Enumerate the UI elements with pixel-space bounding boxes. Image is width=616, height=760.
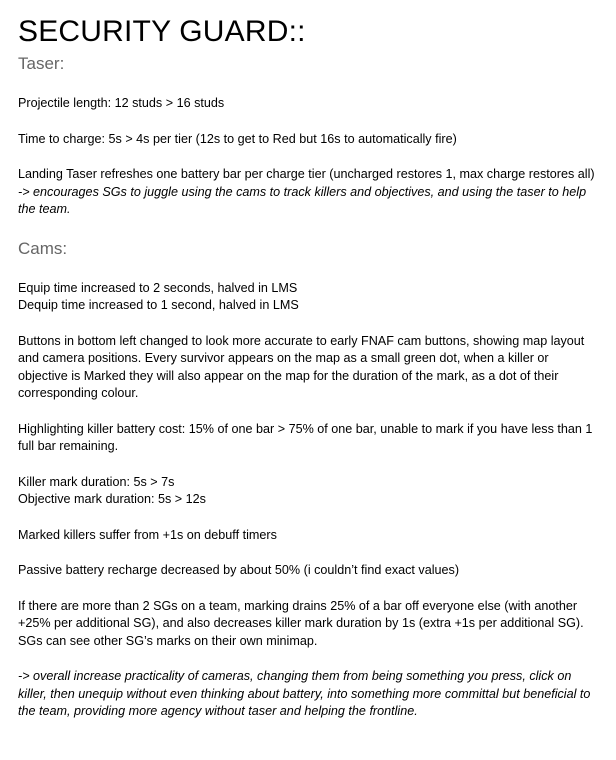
cams-dequip-time: Dequip time increased to 1 second, halved in LMS <box>18 298 299 312</box>
cams-marked-killers-debuff: Marked killers suffer from +1s on debuff timers <box>18 527 277 542</box>
taser-landing-refresh: Landing Taser refreshes one battery bar per charge tier (uncharged restores 1, max charge restores all) <box>18 167 595 181</box>
cams-equip-time: Equip time increased to 2 seconds, halved in LMS <box>18 280 298 295</box>
cams-highlight-cost: Highlighting killer battery cost: 15% of one bar > 75% of one bar, unable to mark if you have less than 1 full bar remaining. <box>18 421 593 453</box>
cams-note: -> overall increase practicality of cameras, changing them from being something you press, click on killer, then unequip without even thinking about battery, into something more committal but beneficial to the team, providing more agency without taser and helping the frontline. <box>18 669 591 718</box>
cams-buttons-change: Buttons in bottom left changed to look more accurate to early FNAF cam buttons, showing map layout and camera positions. Every survivor appears on the map as a small green dot, when a killer or objective is Marked they will also appear on the map for the duration of the mark, as a dot of their corresponding colour. <box>18 333 585 400</box>
cams-killer-mark-duration: Killer mark duration: 5s > 7s <box>18 474 175 489</box>
taser-projectile-length: Projectile length: 12 studs > 16 studs <box>18 96 225 110</box>
cams-multiple-sgs: If there are more than 2 SGs on a team, marking drains 25% of a bar off everyone else (with another +25% per additional SG), and also decreases killer mark duration by 1s (extra +1s per additional SG). SGs can see other SG’s marks on their own minimap. <box>18 598 584 648</box>
page-title: SECURITY GUARD:: <box>18 15 306 48</box>
cams-passive-recharge: Passive battery recharge decreased by about 50% (i couldn’t find exact values) <box>18 563 460 577</box>
cams-objective-mark-duration: Objective mark duration: 5s > 12s <box>18 492 206 506</box>
taser-time-to-charge: Time to charge: 5s > 4s per tier (12s to get to Red but 16s to automatically fire) <box>18 131 457 146</box>
taser-note: -> encourages SGs to juggle using the cams to track killers and objectives, and using the taser to help the team. <box>18 184 587 216</box>
section-heading-taser: Taser: <box>18 54 65 73</box>
section-heading-cams: Cams: <box>18 238 68 258</box>
